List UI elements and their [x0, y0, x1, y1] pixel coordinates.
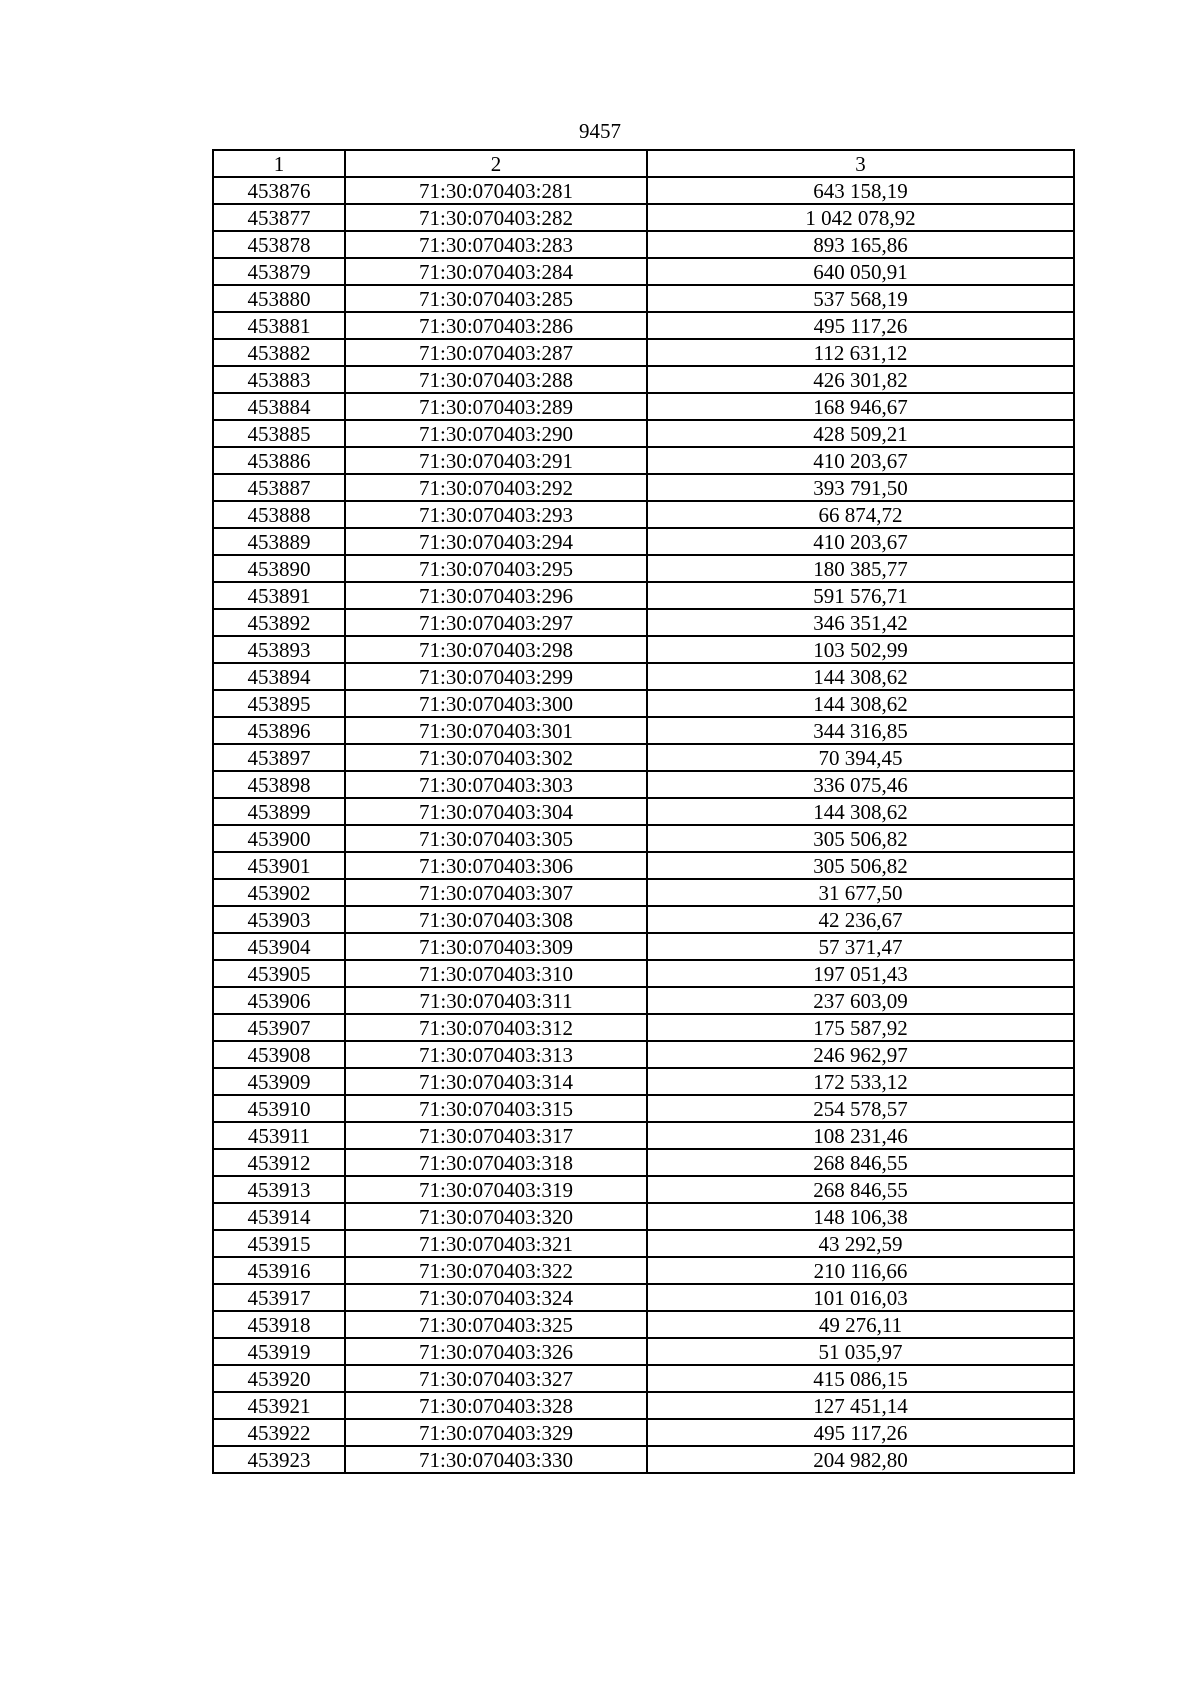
value-cell: 43 292,59 — [647, 1230, 1074, 1257]
value-cell: 66 874,72 — [647, 501, 1074, 528]
cadastral-number-cell: 71:30:070403:295 — [345, 555, 647, 582]
cadastral-number-cell: 71:30:070403:313 — [345, 1041, 647, 1068]
cadastral-number-cell: 71:30:070403:294 — [345, 528, 647, 555]
value-cell: 127 451,14 — [647, 1392, 1074, 1419]
table-row — [213, 717, 1074, 744]
value-cell: 51 035,97 — [647, 1338, 1074, 1365]
table-row — [213, 1230, 1074, 1257]
row-number-cell: 453900 — [213, 825, 345, 852]
cadastral-number-cell: 71:30:070403:288 — [345, 366, 647, 393]
cadastral-number-cell: 71:30:070403:308 — [345, 906, 647, 933]
value-cell: 591 576,71 — [647, 582, 1074, 609]
value-cell: 144 308,62 — [647, 663, 1074, 690]
cadastral-number-cell: 71:30:070403:298 — [345, 636, 647, 663]
table-row — [213, 393, 1074, 420]
cadastral-number-cell: 71:30:070403:297 — [345, 609, 647, 636]
row-number-cell: 453890 — [213, 555, 345, 582]
table-row — [213, 852, 1074, 879]
row-number-cell: 453914 — [213, 1203, 345, 1230]
table-row — [213, 528, 1074, 555]
row-number-cell: 453878 — [213, 231, 345, 258]
row-number-cell: 453905 — [213, 960, 345, 987]
cadastral-number-cell: 71:30:070403:283 — [345, 231, 647, 258]
row-number-cell: 453907 — [213, 1014, 345, 1041]
cadastral-number-cell: 71:30:070403:293 — [345, 501, 647, 528]
cadastral-number-cell: 71:30:070403:284 — [345, 258, 647, 285]
table-row — [213, 1068, 1074, 1095]
table-row — [213, 609, 1074, 636]
table-row — [213, 1419, 1074, 1446]
table-row — [213, 987, 1074, 1014]
row-number-cell: 453887 — [213, 474, 345, 501]
table-row — [213, 258, 1074, 285]
value-cell: 237 603,09 — [647, 987, 1074, 1014]
value-cell: 103 502,99 — [647, 636, 1074, 663]
row-number-cell: 453885 — [213, 420, 345, 447]
table-row — [213, 1257, 1074, 1284]
row-number-cell: 453901 — [213, 852, 345, 879]
value-cell: 426 301,82 — [647, 366, 1074, 393]
table-row — [213, 447, 1074, 474]
table-row — [213, 555, 1074, 582]
row-number-cell: 453886 — [213, 447, 345, 474]
value-cell: 246 962,97 — [647, 1041, 1074, 1068]
row-number-cell: 453917 — [213, 1284, 345, 1311]
row-number-cell: 453902 — [213, 879, 345, 906]
cadastral-number-cell: 71:30:070403:299 — [345, 663, 647, 690]
table-row — [213, 1284, 1074, 1311]
table-row — [213, 1041, 1074, 1068]
value-cell: 344 316,85 — [647, 717, 1074, 744]
table-row — [213, 420, 1074, 447]
table-row — [213, 231, 1074, 258]
value-cell: 640 050,91 — [647, 258, 1074, 285]
cadastral-number-cell: 71:30:070403:309 — [345, 933, 647, 960]
value-cell: 101 016,03 — [647, 1284, 1074, 1311]
value-cell: 204 982,80 — [647, 1446, 1074, 1473]
cadastral-number-cell: 71:30:070403:319 — [345, 1176, 647, 1203]
cadastral-number-cell: 71:30:070403:301 — [345, 717, 647, 744]
table-row — [213, 1365, 1074, 1392]
value-cell: 168 946,67 — [647, 393, 1074, 420]
row-number-cell: 453892 — [213, 609, 345, 636]
cadastral-number-cell: 71:30:070403:291 — [345, 447, 647, 474]
cadastral-number-cell: 71:30:070403:300 — [345, 690, 647, 717]
cadastral-number-cell: 71:30:070403:307 — [345, 879, 647, 906]
table-row — [213, 285, 1074, 312]
table-row — [213, 474, 1074, 501]
table-row — [213, 204, 1074, 231]
cadastral-number-cell: 71:30:070403:292 — [345, 474, 647, 501]
value-cell: 495 117,26 — [647, 312, 1074, 339]
value-cell: 410 203,67 — [647, 528, 1074, 555]
table-row — [213, 744, 1074, 771]
row-number-cell: 453922 — [213, 1419, 345, 1446]
table-row — [213, 366, 1074, 393]
cadastral-number-cell: 71:30:070403:322 — [345, 1257, 647, 1284]
table-row — [213, 1203, 1074, 1230]
value-cell: 393 791,50 — [647, 474, 1074, 501]
cadastral-number-cell: 71:30:070403:312 — [345, 1014, 647, 1041]
table-row — [213, 1392, 1074, 1419]
cadastral-number-cell: 71:30:070403:290 — [345, 420, 647, 447]
value-cell: 31 677,50 — [647, 879, 1074, 906]
value-cell: 305 506,82 — [647, 825, 1074, 852]
header-row — [213, 150, 1074, 177]
row-number-cell: 453910 — [213, 1095, 345, 1122]
value-cell: 148 106,38 — [647, 1203, 1074, 1230]
column-header-3: 3 — [647, 150, 1074, 177]
table-row — [213, 501, 1074, 528]
cadastral-number-cell: 71:30:070403:320 — [345, 1203, 647, 1230]
value-cell: 268 846,55 — [647, 1176, 1074, 1203]
cadastral-number-cell: 71:30:070403:304 — [345, 798, 647, 825]
row-number-cell: 453915 — [213, 1230, 345, 1257]
row-number-cell: 453889 — [213, 528, 345, 555]
cadastral-number-cell: 71:30:070403:318 — [345, 1149, 647, 1176]
value-cell: 144 308,62 — [647, 798, 1074, 825]
table-row — [213, 1149, 1074, 1176]
table-row — [213, 339, 1074, 366]
row-number-cell: 453923 — [213, 1446, 345, 1473]
table-row — [213, 582, 1074, 609]
value-cell: 172 533,12 — [647, 1068, 1074, 1095]
row-number-cell: 453916 — [213, 1257, 345, 1284]
row-number-cell: 453896 — [213, 717, 345, 744]
value-cell: 210 116,66 — [647, 1257, 1074, 1284]
row-number-cell: 453921 — [213, 1392, 345, 1419]
row-number-cell: 453898 — [213, 771, 345, 798]
table-row — [213, 177, 1074, 204]
value-cell: 70 394,45 — [647, 744, 1074, 771]
row-number-cell: 453893 — [213, 636, 345, 663]
value-cell: 893 165,86 — [647, 231, 1074, 258]
cadastral-number-cell: 71:30:070403:287 — [345, 339, 647, 366]
value-cell: 112 631,12 — [647, 339, 1074, 366]
cadastral-number-cell: 71:30:070403:281 — [345, 177, 647, 204]
cadastral-number-cell: 71:30:070403:321 — [345, 1230, 647, 1257]
row-number-cell: 453880 — [213, 285, 345, 312]
cadastral-number-cell: 71:30:070403:326 — [345, 1338, 647, 1365]
table-row — [213, 906, 1074, 933]
row-number-cell: 453919 — [213, 1338, 345, 1365]
cadastral-number-cell: 71:30:070403:302 — [345, 744, 647, 771]
row-number-cell: 453897 — [213, 744, 345, 771]
table-row — [213, 690, 1074, 717]
cadastral-number-cell: 71:30:070403:286 — [345, 312, 647, 339]
value-cell: 268 846,55 — [647, 1149, 1074, 1176]
table-row — [213, 825, 1074, 852]
row-number-cell: 453879 — [213, 258, 345, 285]
value-cell: 305 506,82 — [647, 852, 1074, 879]
row-number-cell: 453908 — [213, 1041, 345, 1068]
row-number-cell: 453895 — [213, 690, 345, 717]
value-cell: 643 158,19 — [647, 177, 1074, 204]
column-header-1: 1 — [213, 150, 345, 177]
table-body — [213, 177, 1074, 1473]
table-row — [213, 1176, 1074, 1203]
table-row — [213, 1446, 1074, 1473]
table-row — [213, 1095, 1074, 1122]
row-number-cell: 453903 — [213, 906, 345, 933]
value-cell: 254 578,57 — [647, 1095, 1074, 1122]
table-row — [213, 771, 1074, 798]
cadastral-number-cell: 71:30:070403:328 — [345, 1392, 647, 1419]
table-row — [213, 1338, 1074, 1365]
row-number-cell: 453894 — [213, 663, 345, 690]
row-number-cell: 453906 — [213, 987, 345, 1014]
value-cell: 428 509,21 — [647, 420, 1074, 447]
cadastral-number-cell: 71:30:070403:314 — [345, 1068, 647, 1095]
row-number-cell: 453913 — [213, 1176, 345, 1203]
value-cell: 42 236,67 — [647, 906, 1074, 933]
row-number-cell: 453881 — [213, 312, 345, 339]
table-row — [213, 1122, 1074, 1149]
table-row — [213, 960, 1074, 987]
cadastral-number-cell: 71:30:070403:325 — [345, 1311, 647, 1338]
row-number-cell: 453884 — [213, 393, 345, 420]
table-row — [213, 933, 1074, 960]
row-number-cell: 453882 — [213, 339, 345, 366]
row-number-cell: 453912 — [213, 1149, 345, 1176]
value-cell: 57 371,47 — [647, 933, 1074, 960]
value-cell: 1 042 078,92 — [647, 204, 1074, 231]
row-number-cell: 453909 — [213, 1068, 345, 1095]
row-number-cell: 453877 — [213, 204, 345, 231]
cadastral-number-cell: 71:30:070403:305 — [345, 825, 647, 852]
value-cell: 537 568,19 — [647, 285, 1074, 312]
value-cell: 197 051,43 — [647, 960, 1074, 987]
cadastral-number-cell: 71:30:070403:310 — [345, 960, 647, 987]
table-row — [213, 798, 1074, 825]
row-number-cell: 453899 — [213, 798, 345, 825]
value-cell: 144 308,62 — [647, 690, 1074, 717]
cadastral-number-cell: 71:30:070403:317 — [345, 1122, 647, 1149]
row-number-cell: 453883 — [213, 366, 345, 393]
cadastral-number-cell: 71:30:070403:289 — [345, 393, 647, 420]
cadastral-number-cell: 71:30:070403:303 — [345, 771, 647, 798]
row-number-cell: 453891 — [213, 582, 345, 609]
registry-table — [212, 149, 1075, 1474]
value-cell: 180 385,77 — [647, 555, 1074, 582]
cadastral-number-cell: 71:30:070403:306 — [345, 852, 647, 879]
value-cell: 415 086,15 — [647, 1365, 1074, 1392]
row-number-cell: 453918 — [213, 1311, 345, 1338]
table-row — [213, 312, 1074, 339]
value-cell: 495 117,26 — [647, 1419, 1074, 1446]
row-number-cell: 453920 — [213, 1365, 345, 1392]
value-cell: 49 276,11 — [647, 1311, 1074, 1338]
row-number-cell: 453904 — [213, 933, 345, 960]
cadastral-number-cell: 71:30:070403:324 — [345, 1284, 647, 1311]
table-row — [213, 1311, 1074, 1338]
cadastral-number-cell: 71:30:070403:282 — [345, 204, 647, 231]
cadastral-number-cell: 71:30:070403:296 — [345, 582, 647, 609]
cadastral-number-cell: 71:30:070403:315 — [345, 1095, 647, 1122]
column-header-2: 2 — [345, 150, 647, 177]
cadastral-number-cell: 71:30:070403:311 — [345, 987, 647, 1014]
cadastral-number-cell: 71:30:070403:327 — [345, 1365, 647, 1392]
row-number-cell: 453911 — [213, 1122, 345, 1149]
table-row — [213, 1014, 1074, 1041]
table-row — [213, 663, 1074, 690]
table-row — [213, 879, 1074, 906]
value-cell: 336 075,46 — [647, 771, 1074, 798]
row-number-cell: 453888 — [213, 501, 345, 528]
cadastral-number-cell: 71:30:070403:330 — [345, 1446, 647, 1473]
value-cell: 108 231,46 — [647, 1122, 1074, 1149]
cadastral-number-cell: 71:30:070403:329 — [345, 1419, 647, 1446]
value-cell: 346 351,42 — [647, 609, 1074, 636]
table-row — [213, 636, 1074, 663]
cadastral-number-cell: 71:30:070403:285 — [345, 285, 647, 312]
value-cell: 175 587,92 — [647, 1014, 1074, 1041]
row-number-cell: 453876 — [213, 177, 345, 204]
value-cell: 410 203,67 — [647, 447, 1074, 474]
page-number: 9457 — [579, 119, 621, 143]
